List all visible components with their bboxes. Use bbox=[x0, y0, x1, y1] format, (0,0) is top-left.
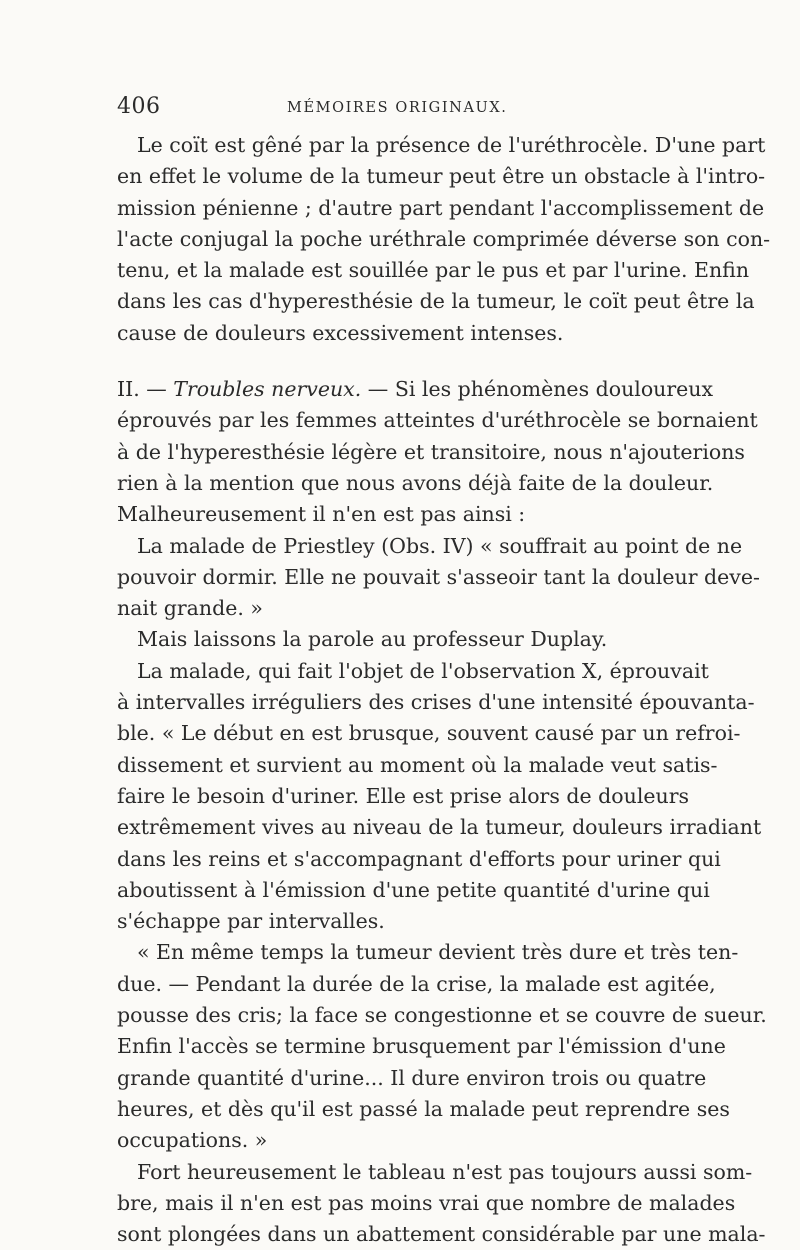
text-line: Malheureusement il n'en est pas ainsi : bbox=[117, 502, 526, 527]
text-line: à de l'hyperesthésie légère et transitoire, nous n'ajouterions bbox=[117, 439, 745, 464]
text-line: cause de douleurs excessivement intenses. bbox=[117, 320, 564, 345]
page-number: 406 bbox=[117, 94, 161, 119]
section-number: II. — bbox=[117, 377, 167, 402]
running-head: MÉMOIRES ORIGINAUX. bbox=[287, 100, 508, 116]
section-heading-line bbox=[117, 374, 714, 405]
page-header bbox=[117, 94, 680, 124]
text-line: pousse des cris; la face se congestionne et se couvre de sueur. bbox=[117, 1003, 767, 1028]
text-line: Le coït est gêné par la présence de l'uréthrocèle. D'une part bbox=[137, 133, 766, 157]
text-line: occupations. » bbox=[117, 1128, 268, 1153]
text-line: Fort heureusement le tableau n'est pas toujours aussi som- bbox=[137, 1159, 753, 1184]
text-line: La malade de Priestley (Obs. IV) « souffrait au point de ne bbox=[137, 533, 743, 558]
page-body bbox=[117, 130, 771, 1250]
text-line: — Si les phénomènes douloureux bbox=[367, 377, 714, 402]
text-line: à intervalles irréguliers des crises d'une intensité épouvanta- bbox=[117, 690, 755, 715]
text-line: nait grande. » bbox=[117, 596, 263, 621]
text-line: grande quantité d'urine... Il dure environ trois ou quatre bbox=[117, 1065, 707, 1090]
text-line: tenu, et la malade est souillée par le pus et par l'urine. Enfin bbox=[117, 258, 750, 283]
text-line: en effet le volume de la tumeur peut être un obstacle à l'intro- bbox=[117, 164, 766, 189]
text-line: éprouvés par les femmes atteintes d'uréthrocèle se bornaient bbox=[117, 408, 758, 433]
text-line: dans les cas d'hyperesthésie de la tumeur, le coït peut être la bbox=[117, 289, 755, 314]
text-line: s'échappe par intervalles. bbox=[117, 909, 385, 934]
text-line: Mais laissons la parole au professeur Duplay. bbox=[137, 627, 608, 652]
section-title: Troubles nerveux. bbox=[173, 377, 362, 402]
text-line: due. — Pendant la durée de la crise, la malade est agitée, bbox=[117, 971, 716, 996]
text-line: faire le besoin d'uriner. Elle est prise alors de douleurs bbox=[117, 783, 690, 808]
text-line: aboutissent à l'émission d'une petite quantité d'urine qui bbox=[117, 877, 710, 902]
text-line: bre, mais il n'en est pas moins vrai que nombre de malades bbox=[117, 1190, 736, 1215]
text-line: mission pénienne ; d'autre part pendant l'accomplissement de bbox=[117, 195, 765, 220]
text-line: Enfin l'accès se termine brusquement par l'émission d'une bbox=[117, 1034, 726, 1059]
text-line: dissement et survient au moment où la malade veut satis- bbox=[117, 752, 718, 777]
text-line: La malade, qui fait l'objet de l'observation X, éprouvait bbox=[137, 658, 709, 683]
text-line: rien à la mention que nous avons déjà faite de la douleur. bbox=[117, 470, 714, 495]
text-line: extrêmement vives au niveau de la tumeur, douleurs irradiant bbox=[117, 815, 762, 840]
text-line: « En même temps la tumeur devient très dure et très ten- bbox=[137, 940, 739, 965]
text-line: sont plongées dans un abattement considérable par une mala- bbox=[117, 1222, 766, 1247]
text-line: dans les reins et s'accompagnant d'efforts pour uriner qui bbox=[117, 846, 721, 871]
text-line: ble. « Le début en est brusque, souvent causé par un refroi- bbox=[117, 721, 741, 746]
text-line: pouvoir dormir. Elle ne pouvait s'asseoir tant la douleur deve- bbox=[117, 564, 760, 589]
text-line: heures, et dès qu'il est passé la malade peut reprendre ses bbox=[117, 1096, 730, 1121]
section-gap bbox=[117, 349, 680, 374]
text-line: l'acte conjugal la poche uréthrale comprimée déverse son con- bbox=[117, 226, 771, 251]
